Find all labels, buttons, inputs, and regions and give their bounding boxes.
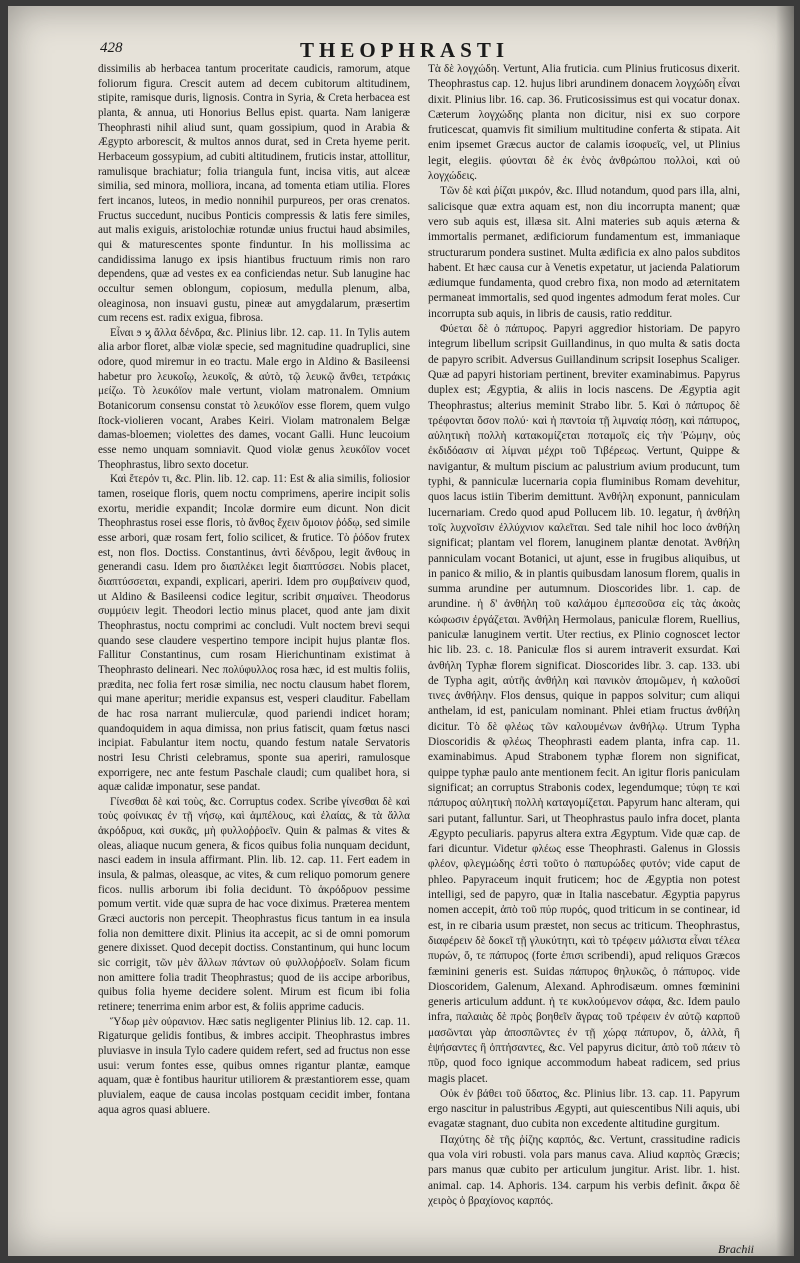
running-head: THEOPHRASTI [300, 38, 510, 62]
paragraph: Οὐκ ἐν βάθει τοῦ ὕδατος, &c. Plinius libr. 13. cap. 11. Papyrum ergo nascitur in palustribus Ægypti, aut quiescentibus Nili aquis, ubi evagatæ stagnant, duo cubita non excedente altitudine gurgitum. [428, 1087, 740, 1131]
paragraph: Καὶ ἕτερόν τι, &c. Plin. lib. 12. cap. 11: Est & alia similis, foliosior tamen, roseique floris, quem noctu comprimens, aperire incipit solis exortu, meridie expandit; Incolæ dormire eum dicunt. Non dicit Theophrastus rosei esse floris, τὸ ἄνθος ἔχειν ὅμοιον ῥόδῳ, sed simile esse arbori, quæ rosam fert, folio scilicet, & frutice. Τὸ ῥόδον frutex est, non flos. Doctiss. Constantinus, ἀντὶ δένδρου, legit ἄνθους in generandi casu. Idem pro διαπλέκει legit διαπτύσσει. Nobis placet, διαπτύσσεται, expandi, explicari, aperiri. Idem pro συμβαίνειν quod, ut Aldino & Basileensi codice legitur, scribit σημαίνει. Theodorus συμμύειν legit. Theodori lectio minus placet, quod ante jam dixit Theophrastus, noctu comprimi ac concludi. Vult noctem brevi sequi quando sese claudere vespertino tempore incipit hujus plantæ flos. Fallitur Constantinus, cum rosam Hierichuntinam existimat à Theophrasto delineari. Nec πολύφυλλος rosa hæc, id est multis foliis, prædita, nec folia fert rosæ similia, nec noctu clausum habet florem, qui mane aperitur; meridie expansus est, vesperi clauditur. Fabellam de hac rosa narrant mulierculæ, quod pariendi indicet horam; quandoquidem in aqua dimissa, non prius fatiscit, quam fœtus nasci incipiat. Fabulantur item noctu, quando festum natale Servatoris nostri Iesu Christi celebramus, sponte sua aperiri, ramulosque exporrigere, nec ante festum Paschale claudi; cum qualibet hora, si aquæ calidæ imponatur, sese pandat. [98, 473, 410, 794]
paragraph: Παχύτης δὲ τῆς ῥίζης καρπός, &c. Vertunt, crassitudine radicis qua vola viri robusti. vola pars manus cava. Aliud καρπὸς Græcis; pars manus quæ cubito per articulum jungitur. Arist. libr. 1. hist. animal. cap. 14. Aphoris. 134. carpum his verbis definit. ἄκρα δὲ χειρὸς ὁ βραχίονος καρπός. [428, 1133, 740, 1207]
paragraph: Φύεται δὲ ὁ πάπυρος. Papyri aggredior historiam. De papyro integrum libellum scripsit Guillandinus, in quo multa & satis docta de papyro scribit. Adversus Guillandinum scripsit Iosephus Scaliger. Quæ ad papyri historiam pertinent, breviter examinabimus. Papyrus duplex est; Ægyptia, & aliis in locis nascens. De Ægyptia agit Theophrastus; alterius meminit Strabo libr. 5. Καὶ ὁ πάπυρος δὲ τρέφονται ὅσον πολύ· καὶ ἡ παντοία τῇ λιμναίᾳ πόσῃ, καὶ πάπυρος, αὐλητικὴ πολλὴ κατακομίζεται ποταμοῖς εἰς τὴν Ῥώμην, οὐς ἐκδιδόασιν αἱ λίμναι μέχρι τοῦ Τιβέρεως. Vertunt, Quippe & navigantur, & multum piscium ac palustrium avium producunt, tum typhi, & panniculæ lucernaria copia fluminibus Romam devehitur, quos lacus istiin Tiberim demittunt. Ἀνθήλη exponunt, panniculam lucernariam. Credo quod apud Pollucem lib. 10. legatur, ἡ ἀνθήλη τοῖς λυχνοῖσιν ἐλλύχνιον καλεῖται. Sed tale nihil hoc loco ἀνθήλη significat; plantam vel florem, lanuginem plantæ denotat. Ἀνθήλη panniculam vocant Botanici, ut ajunt, esse in frugibus aliquibus, ut in panico & milio, & in plantis quibusdam lanosum florem, qualis in summa arundine per autumnum. Dioscorides libr. 1. cap. de arundine. ἡ δ' ἀνθήλη τοῦ καλάμου ἐμπεσοῦσα εἰς τὰς ἀκοὰς κώφωσιν ἐργάζεται. Ἀνθήλη Hermolaus, paniculæ florem, Ruellius, paniculæ lanuginem vertit. Uter rectius, ex Plinio cognoscet lector hic lib. 23. c. 18. Paniculæ flos si aurem intraverit exsurdat. Καὶ ἀνθήλη Typhæ florem significat. Dioscorides libr. 3. cap. 133. ubi de Typha agit, αὐτῆς ἀνθήλη καὶ πανικὸν ἀπομῶμεν, ἡ καλοῦσί τινες ἀνθήλην. Flos densus, quique in pappos solvitur; cum aliqui anthelam, id est, paniculam nominant. Phlei etiam fructus ἀνθήλη dicitur. Τὸ δὲ φλέως τῶν καλουμένων ἀνθήλῳ. Utrum Typha Dioscoridis & φλέως Theophrasti eadem planta, infra cap. 11. examinabimus. Apud Strabonem typhæ florem non significat, quippe typhæ paulo ante mentionem fecit. An igitur floris paniculam significat; an corruptus Strabonis codex, legendumque; τύφη τε καὶ πάπυρος αὐλητικὴ πολλὴ καταγομίζεται. Papyrum hanc alteram, qui sari putant, falluntur. Sari, ut Theophrastus paulo infra docet, planta Ægypto peculiaris. papyrus altera extra Ægyptum. Vide quæ cap. de fari dicuntur. Videtur φλέως esse Theophrasti. Galenus in Glossis φλέον, φλεγμώδης ἐστὶ τοῦτο ὁ παπυρώδες φυτόν; vide caput de phleo. Papyraceum inquit fruticem; hoc de Ægyptia non potest intelligi, sed de papyro, quæ in Italia nascebatur. Ægyptia papyrus nomen accepit, ἀπὸ τοῦ πύρ πυρός, quod triticum in se continear, id est, in re cibaria usum præstet, non secus ac triticum. Theophrastus, διαφέρειν δὲ δοκεῖ τῇ γλυκύτητι, καὶ τὸ τρέφειν μάλιστα εἶναι τέλεα πυρών, ὅ, τε πάπυρος (forte ἐπισι scribendi), apud reliquos Græcos fæminini generis est. Suidas πάπυρος θηλυκῶς, ὁ πάπυρος. vide Dioscoridem, Galenum, Alexand. Aphrodisæum. omnes fœminini generis articulum addunt. ἡ τε κυκλούμενον σάφα, &c. Idem paulo infra, παλαιὰς δὲ πρὸς βοηθεῖν ἄγρας τοῦ τρέφειν ἐν αὐτῷ καρποῦ μασῶνται γὰρ ἀποσπῶντες ἐν τῇ χώρᾳ πάπυρον, ὅ, ἀλλὰ, ἢ ἑψήσαντες ἢ ὀπτήσαντες, &c. Vel papyrus dicitur, ἀπὸ τοῦ πάειν τὸ πῦρ, quod foco ignique accommodum habeat radicem, sed prius magis placet. [428, 323, 740, 1085]
paragraph: Τὰ δὲ λογχώδη. Vertunt, Alia fruticia. cum Plinius fruticosus dixerit. Theophrastus cap. 12. hujus libri arundinem donacem λογχώδη εἶναι dixit. Plinius libr. 16. cap. 36. Fruticosissimus est qui vocatur donax. Cæterum λογχώδης planta non dicitur, nisi ex suo corpore fruticescat, quamvis fit similium multitudine conferta & stipata. Ait enim ipsemet Græcus auctor de calamis ἰσοφυεῖς, vel, ut Plinius legit, elegiis. φύονται δὲ ἐκ ἑνὸς ἀνθρώπου πολλοὶ, καὶ οὐ λογχώδεις. [428, 63, 740, 183]
paragraph: dissimilis ab herbacea tantum proceritate caudicis, ramorum, atque foliorum figura. Crescit autem ad decem cubitorum altitudinem, stipite, ramisque duris, lignosis. Contra in Syria, & Creta herbacea est planta, & annua, uti Honorius Bellus epist. quarta. Nam lanigeræ Theophrasti nihil aliud sunt, quam gossipium, quod in Arabia & Ægypto arborescit, & multos annos durat, sed in Creta hyeme perit. Herbaceum gossypium, ad cubiti altitudinem, fruticis instar, attollitur, ramulisque brachiatur; folia triangula funt, incisa vitis, aut alceæ similia, sed minora, molliora, incana, ad tomenta etiam utilia. Flores fert incanos, luteos, in medio nonnihil purpureos, per oras crenatos. Fructus succedunt, nucibus Ponticis compressis & latis fere similes, aut malis exiguis, aristolochiæ rotundæ unius fructui haud absimiles, qui & maturescentes sponte finduntur. In his mollissima ac candidissima lanugo ex ipsis hiantibus fructuum rimis non raro dependens, quæ ad vestes ex ea conficiendas netur. Sub lanugine hac occultur semen oblongum, copiosum, medulla plenum, alba, oleaginosa, non insuavi gustu, pineæ aut amygdalarum, præsertim cum recens est. radix exigua, fibrosa. [98, 63, 410, 325]
paragraph: Γίνεσθαι δὲ καὶ τοὺς, &c. Corruptus codex. Scribe γίνεσθαι δὲ καὶ τοὺς φοίνικας ἐν τῇ νήσῳ, καὶ ἀμπέλους, καὶ ἐλαίας, & τὰ ἄλλα ἀκρόδρυα, καὶ συκᾶς, μὴ φυλλοῤῥοεῖν. Quin & palmas & vites & oleas, aliaque nucum genera, & ficos quibus folia nunquam decidunt, nasci eadem in insula affirmant. Plin. lib. 12. cap. 11. Fert eadem in insula, & palmas, oleasque, ac vites, & cum reliquo pomorum genere ficos. nullis arborum ibi folia decidunt. Τὸ ἀκρόδρυον pessime pomum vertit. vide quæ supra de hac voce diximus. Præterea mentem Græci auctoris non percepit. Theophrastus ficus tantum in ea insula folia non demittere dixit. Plinius ita accepit, ac si de omni pomorum genere dixisset. Quod decepit doctiss. Constantinum, qui hunc locum sic corrigit, τῶν μὲν ἄλλων πάντων οὐ φυλλοῤῥοεῖν. Solam ficum non amittere folia tradit Theophrastus; quod de iis accipe arboribus, quibus folia hyeme decidere solent. Mirum est ficum ibi folia retinere; tenerrima enim arbor est, & foliis apprime caducis. [98, 795, 410, 1013]
catchword: Brachii [718, 1242, 754, 1256]
paragraph: Ὕδωρ μὲν οὐρανιον. Hæc satis negligenter Plinius lib. 12. cap. 11. Rigaturque gelidis fontibus, & imbres accipit. Theophrastus imbres pluviasve in insula Tylo cadere quidem refert, sed ad fructus non esse usui: verum fontes esse, quibus omnes rigantur plantæ, eamque aquam, quæ è fontibus hauritur utiliorem & præstantiorem esse, quam pluvialem, eaque de causa incolas postquam cecidit imber, fontana aqua agros quasi abluere. [98, 1015, 410, 1116]
page-header [100, 38, 700, 64]
page-gutter-shadow [776, 6, 794, 1256]
paragraph: Εἶναι ϧ ϗ ἄλλα δένδρα, &c. Plinius libr. 12. cap. 11. In Tylis autem alia arbor floret, albæ violæ specie, sed magnitudine quadruplici, sine odore, quod miremur in eo tractu. Male ergo in Aldino & Basileensi habetur pro λευκοΐῳ, λευκοῖς, & αὐτὸ, τῷ λευκῷ ἄνθει, τετράκις μείζω. Τὸ λευκόϊον male vertunt, violam matronalem. Omnium Botanicorum consensu constat τὸ λευκόϊον esse florem, quem vulgo ſtock-violieren vocant, Arabes Keiri. Violam matronalem Belgæ damas-bloemen; violettes des dames, vocant Galli. Hunc leucoium esse nemo unquam somniavit. Quod violæ genus λευκόϊον vocet Theophrastus, libro sexto docetur. [98, 326, 410, 471]
paragraph: Τῶν δὲ καὶ ῥίζαι μικρόν, &c. Illud notandum, quod pars illa, alni, salicisque quæ extra aquam est, non diu incorrupta manent; quæ vero sub aquis est, illæsa sit. Alni materies sub aquis æterna & immortalis permanet, ædificiorum fundamentum est, immaniaque structurarum pondera sustinet. Multa ædificia ex alno palos subditos habent. Et hæc causa cur à Venetis expetatur, ut jacienda Palatiorum ædiumque fundamenta, quod crebro fixa, non modo ad æternitatem permaneat immortalis, sed quod ingentes admodum ferat moles. Cur incorrupta sub aquis, in libris de causis, ratio redditur. [428, 185, 740, 320]
book-page [8, 6, 794, 1256]
right-column [428, 62, 740, 1257]
left-column [98, 62, 410, 1162]
page-number: 428 [100, 40, 123, 56]
